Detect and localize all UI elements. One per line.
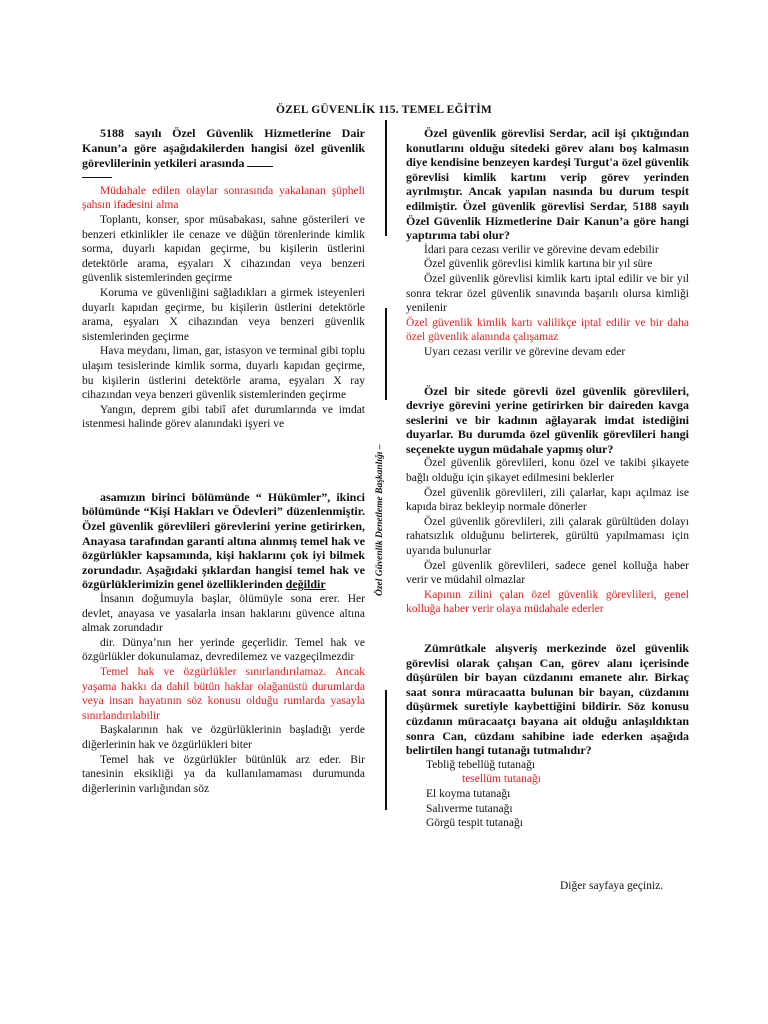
q3-option-d: Özel güvenlik kimlik kartı valilikçe iptal edilir ve bir daha özel güvenlik alanında çalışamaz bbox=[406, 316, 689, 344]
answer-blank-line bbox=[82, 171, 112, 178]
question-2-emphasis: değildir bbox=[285, 577, 326, 592]
q1-option-c: Koruma ve güvenliğini sağladıkları a girmek isteyenleri duyarlı kapıdan geçirme, bu kişilerin üstlerini detektörle arama, eşyaları X cihazından veya benzeri güvenlik sistemlerinden geçirme bbox=[82, 286, 365, 343]
q4-option-b: Özel güvenlik görevlileri, zili çalarlar, kapı açılmaz ise kapıda biraz bekleyip normale dönerler bbox=[406, 486, 689, 514]
spacer bbox=[406, 617, 689, 641]
q5-option-a: Tebliğ tebellüğ tutanağı bbox=[426, 758, 536, 771]
q5-option-e: Görgü tespit tutanağı bbox=[426, 817, 523, 830]
q3-option-c: Özel güvenlik görevlisi kimlik kartı iptal edilir ve bir yıl sonra tekrar özel güvenlik sınavında başarılı olursa kimliği yenilenir bbox=[406, 272, 689, 315]
q4-option-a: Özel güvenlik görevlileri, konu özel ve takibi şikayete bağlı olduğu için şikayet edilmesini beklerler bbox=[406, 457, 689, 485]
question-1-text: 5188 sayılı Özel Güvenlik Hizmetlerine Dair Kanun’a göre aşağıdakilerden hangisi özel güvenlik görevlilerinin yetkileri arasında bbox=[82, 126, 365, 171]
q4-option-e: Kapının zilini çalan özel güvenlik görevlileri, genel kolluğa haber verir olaya müdahale ederler bbox=[406, 588, 689, 616]
column-divider-bottom bbox=[385, 690, 387, 810]
column-divider-top bbox=[385, 120, 387, 236]
q5-option-d: Salıverme tutanağı bbox=[426, 802, 513, 815]
answer-blank bbox=[247, 155, 273, 167]
next-page-note: Diğer sayfaya geçiniz. bbox=[560, 880, 664, 892]
q1-option-e: Yangın, deprem gibi tabiî afet durumlarında ve imdat istenmesi halinde görev alanındaki işyeri ve bbox=[82, 403, 365, 431]
side-label: Özel Güvenlik Denetleme Başkanlığı – bbox=[375, 444, 385, 596]
question-4: Özel bir sitede görevli özel güvenlik görevlileri, devriye görevini yerine getirirken bir daireden kavga seslerini ve bir kadının ağlayarak imdat istediğini duyarlar. Bu durumda özel güvenlik görevlileri hangi seçenekte uygun müdahale yapmış olur? bbox=[406, 383, 689, 456]
column-divider-middle bbox=[385, 308, 387, 400]
spacer bbox=[82, 432, 365, 490]
question-3: Özel güvenlik görevlisi Serdar, acil işi çıktığından konutlarını olduğu sitedeki görev alanı boş kalmasın diye kendisine benzeyen kardeşi Turgut'a özel güvenlik görevlisi kimlik kartını verip görev yerinden ayrılmıştır. Ancak yapılan nasında bu durum tespit edilmiştir. Özel güvenlik görevlisi Serdar, 5188 sayılı Özel Güvenlik Hizmetlerine Dair Kanun’a göre hangi yaptırıma tabi olur? bbox=[406, 126, 689, 243]
q3-option-b: Özel güvenlik görevlisi kimlik kartına bir yıl süre bbox=[424, 258, 653, 271]
question-5: Zümrütkale alışveriş merkezinde özel güvenlik görevlisi olarak çalışan Can, görev alanı içerisinde düşürülen bir bayan cüzdanını emanete alır. Birkaç saat sonra müracaatta bulunan bir bayan, cüzdanını düşürmek suretiyle kaybettiğini bildirir. Söz konusu cüzdanın müracaatçı bayana ait olduğu anlaşıldıktan sonra Can, cüzdanı sahibine iade ederken aşağıda belirtilen hangi tutanağı tutmalıdır? bbox=[406, 641, 689, 758]
q2-option-b: dir. Dünya’nın her yerinde geçerlidir. Temel hak ve özgürlükler dokunulamaz, devredilemez ve vazgeçilmezdir bbox=[82, 636, 365, 664]
q3-option-a: İdari para cezası verilir ve görevine devam edebilir bbox=[424, 243, 659, 256]
q5-option-c: El koyma tutanağı bbox=[426, 787, 511, 800]
q4-option-d: Özel güvenlik görevlileri, sadece genel kolluğa haber verir ve müdahil olmazlar bbox=[406, 559, 689, 587]
right-column bbox=[406, 126, 689, 831]
q2-option-a: İnsanın doğumuyla başlar, ölümüyle sona erer. Her devlet, anayasa ve yasalarla insan haklarını güvence altına almak zorundadır bbox=[82, 593, 365, 635]
spacer bbox=[406, 360, 689, 384]
q3-option-e: Uyarı cezası verilir ve görevine devam eder bbox=[424, 345, 626, 358]
q2-option-c: Temel hak ve özgürlükler sınırlandırılamaz. Ancak yaşama hakkı da dahil bütün haklar olağanüstü durumlarda veya insan hayatının söz konusu olduğu rumlarda yasayla sınırlandırılabilir bbox=[82, 666, 365, 722]
q2-option-d: Başkalarının hak ve özgürlüklerinin başladığı yerde diğerlerinin hak ve özgürlükleri biter bbox=[82, 724, 365, 751]
q1-option-a: Müdahale edilen olaylar sonrasında yakalanan şüpheli şahsın ifadesini alma bbox=[82, 184, 365, 212]
q2-option-e: Temel hak ve özgürlükler bütünlük arz eder. Bir tanesinin eksikliği ya da kullanılamaması durumunda diğerlerinin varlığından söz bbox=[82, 753, 365, 795]
question-2-text: asamızın birinci bölümünde “ Hükümler”, ikinci bölümünde “Kişi Hakları ve Ödevleri” düzenlenmiştir. Özel güvenlik görevlileri görevlerini yerine getirirken, Anayasa tarafından garanti altına alınmış temel hak ve özgürlükler kapsamında, kişi haklarını çok iyi bilmek zorundadır. Aşağıdaki şıklardan hangisi temel hak ve özgürlüklerimizin genel özelliklerinden bbox=[82, 489, 365, 592]
page-title: ÖZEL GÜVENLİK 115. TEMEL EĞİTİM bbox=[276, 104, 492, 116]
q5-option-b: tesellüm tutanağı bbox=[462, 773, 541, 786]
question-2 bbox=[82, 490, 365, 592]
question-1 bbox=[82, 126, 365, 171]
q1-option-b: Toplantı, konser, spor müsabakası, sahne gösterileri ve benzeri etkinlikler ile cenaze ve düğün törenlerinde kimlik sorma, duyarlı kapıdan geçirme, bu kişilerin üstlerini detektörle arama, eşyaları X cihazından veya benzeri güvenlik sistemlerinden geçirme bbox=[82, 213, 365, 285]
q4-option-c: Özel güvenlik görevlileri, zili çalarak gürültüden dolayı rahatsızlık olduğunu belirterek, gürültü yapılmaması için uyarıda bulunurlar bbox=[406, 515, 689, 558]
left-column bbox=[82, 126, 365, 796]
q1-option-d: Hava meydanı, liman, gar, istasyon ve terminal gibi toplu ulaşım tesislerinde kimlik sorma, duyarlı kapıdan geçirme, bu kişilerin üstlerini detektörle arama, eşyaları X ray cihazından veya benzeri güvenlik sistemlerinden geçirme bbox=[82, 345, 365, 402]
